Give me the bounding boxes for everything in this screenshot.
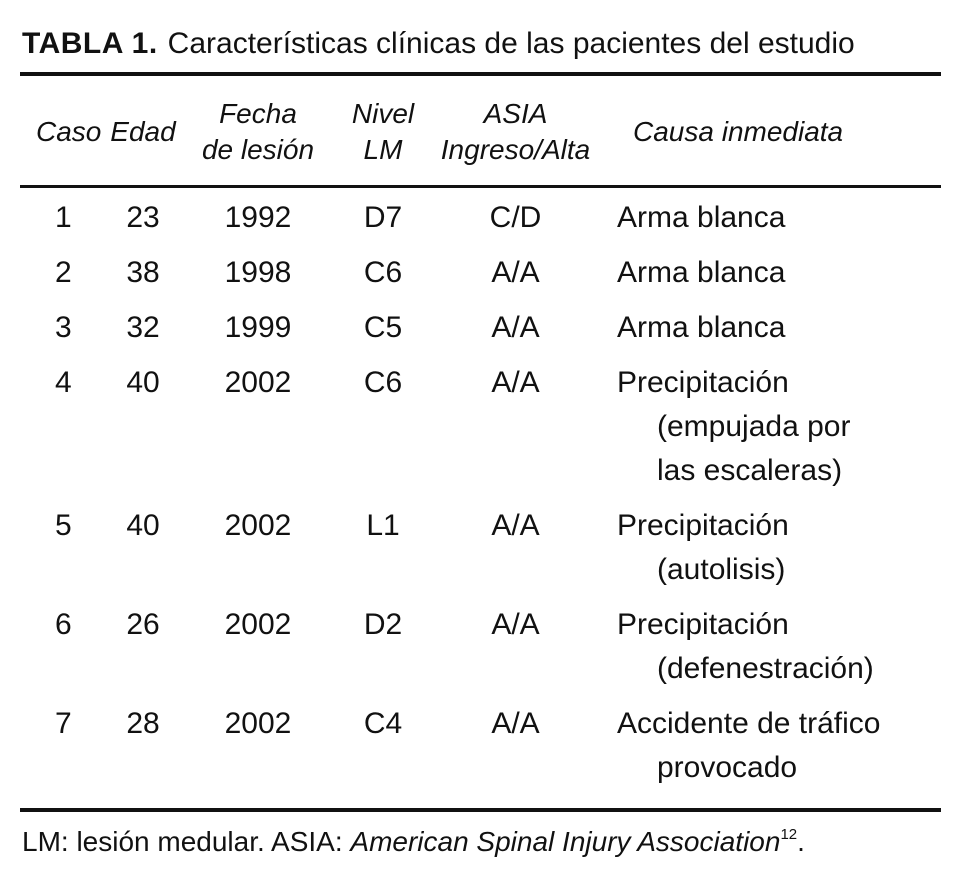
cell-edad: 40 [126,366,160,399]
header-fecha [178,80,338,184]
top-rule [20,72,941,76]
header-caso: Caso [36,116,102,147]
cell-caso: 7 [55,707,72,740]
table-body [20,196,941,801]
header-asia [428,80,603,184]
cell-asia: A/A [491,311,540,344]
cell-causa [603,702,941,801]
cell-causa [603,504,941,603]
cell-asia: A/A [491,608,540,641]
cell-asia: A/A [491,256,540,289]
header-fecha-line1: Fecha [219,98,297,129]
header-nivel [338,80,428,184]
causa-line1: Accidente de tráfico [617,707,881,740]
cell-asia: A/A [491,707,540,740]
cell-nivel: D2 [363,608,403,641]
table-header [20,80,941,184]
cell-nivel: C6 [363,366,403,399]
cell-fecha: 2002 [224,509,292,542]
cell-fecha: 2002 [224,366,292,399]
cell-causa [603,306,941,361]
causa-line1: Arma blanca [617,256,786,289]
table-row [20,603,941,702]
causa-line1: Arma blanca [617,311,786,344]
table-row [20,504,941,603]
cell-caso: 5 [55,509,72,542]
cell-causa [603,251,941,306]
table-title [22,24,942,64]
cell-nivel: C5 [363,311,403,344]
header-nivel-line2: LM [363,134,403,165]
cell-nivel: D7 [363,201,403,234]
header-rule [20,185,941,188]
cell-fecha: 1992 [224,201,292,234]
cell-edad: 38 [126,256,160,289]
causa-line2: (empujada por [657,410,851,443]
cell-nivel: C4 [363,707,403,740]
footnote-italic: American Spinal Injury Association [350,826,781,857]
causa-line1: Precipitación [617,608,789,641]
footnote-suffix: . [797,826,805,857]
cell-asia: C/D [489,201,542,234]
header-asia-line1: ASIA [483,98,548,129]
causa-line3: las escaleras) [657,454,843,487]
cell-asia: A/A [491,509,540,542]
cell-edad: 26 [126,608,160,641]
cell-edad: 32 [126,311,160,344]
bottom-rule [20,808,941,812]
footnote-prefix: LM: lesión medular. ASIA: [22,826,351,857]
table-label: TABLA 1. [22,27,158,60]
causa-line1: Precipitación [617,366,789,399]
header-asia-line2: Ingreso/Alta [440,134,591,165]
cell-fecha: 1999 [224,311,292,344]
table-caption: Características clínicas de las pacientes del estudio [167,27,855,60]
header-fecha-line2: de lesión [201,134,315,165]
header-edad: Edad [110,116,176,147]
cell-causa [603,361,941,504]
cell-edad: 28 [126,707,160,740]
cell-nivel: C6 [363,256,403,289]
causa-line1: Arma blanca [617,201,786,234]
cell-caso: 1 [55,201,72,234]
cell-causa [603,603,941,702]
cell-caso: 2 [55,256,72,289]
table-row [20,251,941,306]
cell-edad: 23 [126,201,160,234]
table-row [20,702,941,801]
footnote-ref: 12 [780,826,798,843]
header-causa: Causa inmediata [633,116,844,147]
table-row [20,361,941,504]
causa-line2: provocado [657,751,798,784]
cell-nivel: L1 [366,509,400,542]
table-row [20,306,941,361]
causa-line2: (defenestración) [657,652,874,685]
cell-fecha: 1998 [224,256,292,289]
table-row [20,196,941,251]
header-nivel-line1: Nivel [351,98,415,129]
cell-fecha: 2002 [224,608,292,641]
footnote [22,822,942,862]
cell-causa [603,196,941,251]
cell-fecha: 2002 [224,707,292,740]
cell-asia: A/A [491,366,540,399]
cell-caso: 6 [55,608,72,641]
cell-caso: 3 [55,311,72,344]
causa-line2: (autolisis) [657,553,786,586]
cell-caso: 4 [55,366,72,399]
causa-line1: Precipitación [617,509,789,542]
cell-edad: 40 [126,509,160,542]
